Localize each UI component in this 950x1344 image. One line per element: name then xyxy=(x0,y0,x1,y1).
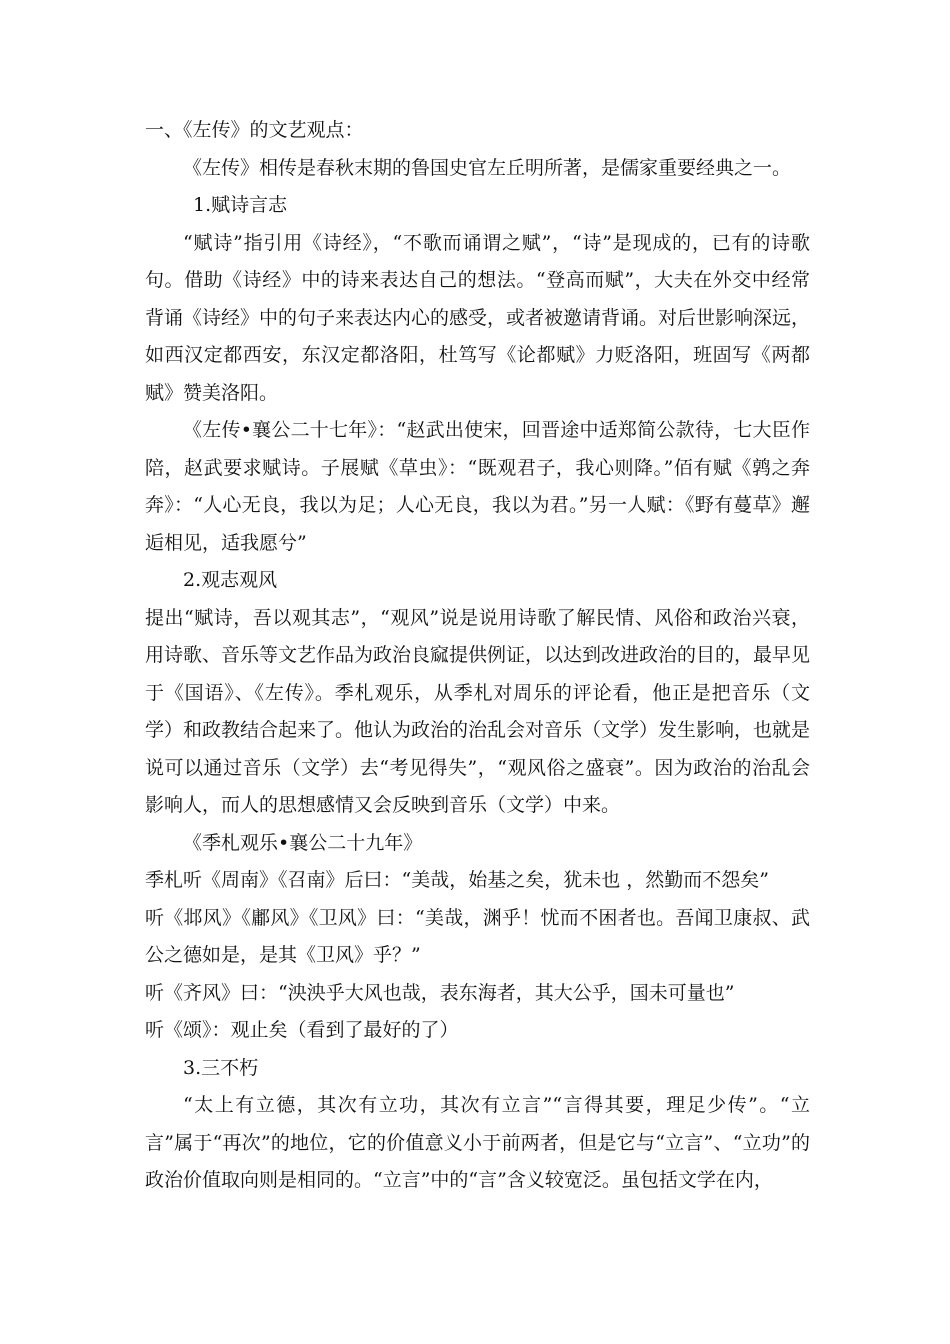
paragraph-sanbuxiu: “太上有立德，其次有立功，其次有立言”“言得其要，理足少传”。“立言”属于“再次”的地位，它的价值意义小于前两者，但是它与“立言”、“立功”的政治价值取向则是相同的。“立言”中的“言”含义较宽泛。虽包括文学在内， xyxy=(145,1094,810,1191)
intro-paragraph: 《左传》相传是春秋末期的鲁国史官左丘明所著，是儒家重要经典之一。 xyxy=(183,156,792,179)
document-page xyxy=(145,112,810,1200)
quote-title-jizha: 《季札观乐•襄公二十九年》 xyxy=(183,831,423,854)
section-heading: 一、《左传》的文艺观点： xyxy=(145,119,364,141)
subheading-fushi: 1.赋诗言志 xyxy=(193,194,288,216)
quote-line-zhounan: 季札听《周南》《召南》后曰：“美哉，始基之矣，犹未也 ，然勤而不怨矣” xyxy=(145,869,769,891)
paragraph-guanfeng: 提出“赋诗，吾以观其志”，“观风”说是说用诗歌了解民情、风俗和政治兴衰，用诗歌、音乐等文艺作品为政治良窳提供例证，以达到改进政治的目的，最早见于《国语》、《左传》。季札观乐，从季札对周乐的评论看，他正是把音乐（文学）和政教结合起来了。他认为政治的治乱会对音乐（文学）发生影响，也就是说可以通过音乐（文学）去“考见得失”，“观风俗之盛衰”。因为政治的治乱会影响人，而人的思想感情又会反映到音乐（文学）中来。 xyxy=(145,606,811,816)
paragraph-fushi: “赋诗”指引用《诗经》，“不歌而诵谓之赋”，“诗”是现成的，已有的诗歌句。借助《诗经》中的诗来表达自己的想法。“登高而赋”，大夫在外交中经常背诵《诗经》中的句子来表达内心的感受，或者被邀请背诵。对后世影响深远，如西汉定都西安，东汉定都洛阳，杜笃写《论都赋》力贬洛阳，班固写《两都赋》赞美洛阳。 xyxy=(145,231,811,404)
quote-line-qifeng: 听《齐风》曰：“泱泱乎大风也哉，表东海者，其大公乎，国未可量也” xyxy=(145,981,735,1004)
subheading-guanzhi: 2.观志观风 xyxy=(183,569,278,591)
quote-line-weifeng: 听《邶风》《鄘风》《卫风》曰：“美哉，渊乎！忧而不困者也。吾闻卫康叔、武公之德如是，是其《卫风》乎？” xyxy=(145,906,810,966)
subheading-sanbuxiu: 3.三不朽 xyxy=(183,1056,259,1079)
quote-line-song: 听《颂》：观止矣（看到了最好的了） xyxy=(145,1019,459,1041)
paragraph-xianggong27: 《左传•襄公二十七年》：“赵武出使宋，回晋途中适郑简公款待，七大臣作陪，赵武要求赋诗。子展赋《草虫》：“既观君子，我心则降。”佰有赋《鹑之奔奔》：“人心无良，我以为足；人心无良，我以为君。”另一人赋：《野有蔓草》邂逅相见，适我愿兮” xyxy=(145,419,810,554)
